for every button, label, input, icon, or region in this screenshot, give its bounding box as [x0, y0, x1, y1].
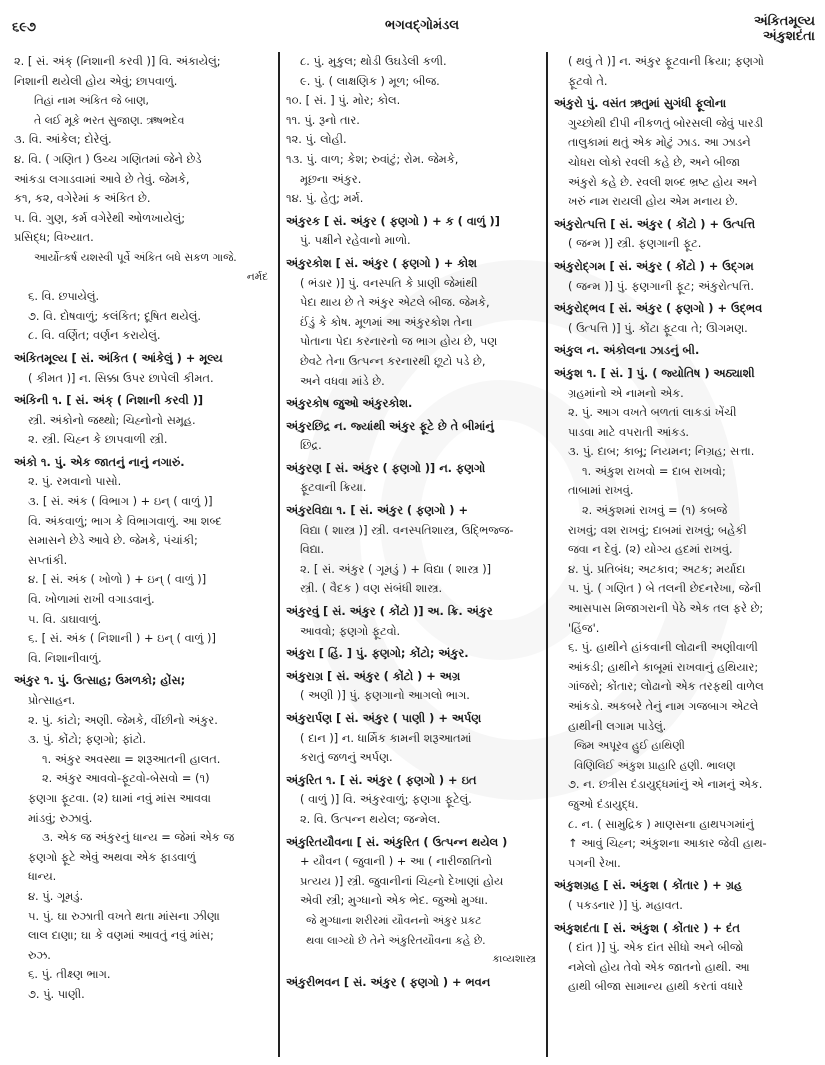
entry-text-line: પ્રોત્સાહન. [28, 693, 76, 707]
entry-text-line: ( દાન )] ન. ધાર્મિક કામની શરૂઆતમાં [300, 730, 472, 745]
entry-text-line: ૧૨. પું. લોહી. [286, 132, 347, 147]
entry-text-line: સમાસને છેડે આવે છે. જેમકે, પંચાંકી; [28, 533, 198, 548]
entry-text-line: ૨. સ્ત્રી. ચિહ્ન કે છાપવાળી સ્ત્રી. [28, 432, 168, 447]
entry-text-line: ખરું નામ રાયલી હોય એમ મનાય છે. [568, 194, 739, 209]
entry-text-line: વિણિલિઈ અંકુશ પ્રાહારિ હણી. ભાલણ [574, 758, 736, 772]
entry-text-line: વિ. નિશાનીવાળું. [28, 650, 102, 665]
entry-headword-line: અંકુશગ્રહ [ સં. અંકુશ ( કોંતાર ) + ગ્રહ [554, 878, 743, 893]
entry-text-line: ગ્રહમાંનો એ નામનો એક. [568, 385, 684, 400]
entry-text-line: ૬. પું. તીક્ષ્ણ ભાગ. [28, 967, 111, 982]
entry-text-line: હાથીની લગામ પાડેલું. [568, 718, 667, 733]
entry-text-line: પ્રત્યય )] સ્ત્રી. જુવાનીનાં ચિહ્નો દેખાણાં હોય [300, 873, 504, 888]
entry-text-line: ૨. [ સં. અંક્ (નિશાની કરવી )] વિ. અંકાયેલું; [14, 54, 221, 68]
entry-text-line: ( થવું તે )] ન. અંકુર ફૂટવાની ક્રિયા; ફણગો [568, 54, 764, 68]
entry-text-line: છેવટે તેના ઉત્પન્ન કરનારથી છૂટો પડે છે, [300, 353, 486, 368]
entry-text-line: ( ભંડાર )] પું. વનસ્પતિ કે પ્રાણી જેમાંથી [300, 275, 478, 290]
entry-text-line: ( જન્મ )] પું. ફણગાની ફૂટ; અંકુરોત્પત્તિ. [568, 278, 754, 293]
entry-text-line: ૫. પું. ( ગણિત ) બે તલની છેદનરેખા, જેની [568, 581, 762, 596]
entry-text-line: ( જન્મ )] સ્ત્રી. ફણગાની ફૂટ. [568, 236, 702, 251]
entry-text-line: ૫. પું. ઘા રુઝાતી વખતે થતા માંસના ઝીણા [28, 908, 220, 923]
entry-text-line: તાબામાં રાખવું. [568, 483, 634, 498]
entry-text-line: પગની રેખા. [568, 855, 621, 870]
entry-headword-line: અંકિતમૂલ્ય [ સં. અંકિત ( આંકેલું ) + મૂલ્ય [14, 350, 223, 365]
entry-text-line: ( કીમત )] ન. સિક્કા ઉપર છાપેલી કીમત. [28, 370, 214, 385]
entry-text-line: ગાંજરો; કોંતાર; લોઢાનો એક તરફથી વાળેલ [568, 679, 764, 694]
entry-text-line: ૪. પું. ગૂમડું. [28, 888, 84, 903]
entry-headword-line: અંકુરક [ સં. અંકુર ( ફણગો ) + ક ( વાળું )] [286, 213, 500, 228]
entry-text-line: લાલ દાણા; ઘા કે વણમાં આવતું નવું માંસ; [28, 928, 214, 943]
entry-text-line: આર્યોત્કર્ષ યશસ્વી પૂર્વે અંકિત બધે સકળ ગાજે. [34, 250, 237, 264]
page-number: ૬૯૭ [12, 20, 37, 35]
entry-text-line: માંડવું; રુઝાવું. [28, 810, 93, 825]
entry-text-line: ( પકડનાર )] પું. મહાવત. [568, 897, 683, 912]
entry-text-line: ૪. [ સં. અંક ( ખોળો ) + ઇન્ ( વાળું )] [28, 572, 207, 587]
entry-headword-line: અંકુરવું [ સં. અંકુર ( કોંટો )] અ. ક્રિ. અંકુર [286, 604, 493, 619]
entry-text-line: ૫. વિ. ગુણ, કર્મ વગેરેથી ઓળખાયેલું; [14, 210, 186, 225]
entry-headword-line: અંકુરકોષ જુઓ અંકુરકોશ. [286, 396, 413, 411]
entry-text-line: નિશાની થયેલી હોય એવું; છાપવાળું. [14, 73, 178, 88]
column-right [548, 52, 820, 1057]
entry-text-line: ૬. વિ. છપાયેલું. [28, 289, 100, 304]
entry-headword-line: અંકુરાર્પણ [ સં. અંકુર ( પાણી ) + અર્પણ [286, 711, 482, 725]
column-middle [278, 52, 548, 1057]
entry-text-line: રાખવું; વશ રાખવું; દાબમાં રાખવું; બહેકી [568, 522, 747, 537]
entry-text-line: ફણગો ફૂટે એવું અથવા એક ફાડવાળું [28, 849, 196, 864]
entry-text-line: ૨. પું. રમવાનો પાસો. [28, 474, 122, 489]
entry-text-line: ૮. ન. ( સામુદ્રિક ) માણસના હાથપગમાંનું [568, 816, 754, 831]
entry-text-line: ૨. [ સં. અંકુર ( ગૂમડું ) + વિદ્યા ( શાસ્ત્ર )] [300, 561, 492, 576]
entry-headword-line: અંકુરોદ્ગમ [ સં. અંકુર ( કોંટો ) + ઉદ્ગમ [554, 258, 754, 273]
entry-text-line: કરાતું જળનું અર્પણ. [300, 750, 393, 765]
entry-text-line: + યૌવન ( જુવાની ) + આ ( નારીજાતિનો [300, 854, 493, 869]
entry-text-line: ૨. વિ. ઉત્પન્ન થયેલ; જન્મેલ. [300, 811, 441, 826]
entry-text-line: જવા ન દેવું. (૨) યોગ્ય હદમાં રાખવું. [568, 542, 733, 557]
entry-text-line: ૧. અંકુર અવસ્થા = શરૂઆતની હાલત. [42, 751, 221, 766]
entry-text-line: કાવ્યશાસ્ત્ર [492, 953, 536, 966]
entry-text-line: ૧. અંકુશ રાખવો = દાબ રાખવો; [582, 463, 726, 478]
entry-text-line: જિમ અપૂરવ હુઈ હાથિણી [574, 739, 685, 753]
entry-headword-line: અંકુર ૧. પું. ઉત્સાહ; ઉમળકો; હોંસ; [14, 673, 186, 688]
entry-text-line: ૩. વિ. આંકેલ; દોરેલું. [14, 132, 112, 147]
entry-text-line: વિદ્યા. [300, 542, 325, 557]
entry-text-line: ૪. વિ. ( ગણિત ) ઉચ્ચ ગણિતમાં જેને છેડે [14, 151, 202, 166]
entry-text-line: વિ. અંકવાળું; ભાગ કે વિભાગવાળું. આ શબ્દ [28, 513, 222, 528]
column-left [8, 52, 278, 1057]
entry-text-line: ૩. [ સં. અંક ( વિભાગ ) + ઇન્ ( વાળું )] [28, 494, 213, 509]
entry-headword-line: અંકો ૧. પું. એક જાતનું નાનું નગારું. [14, 454, 185, 469]
entry-text-line: વિદ્યા ( શાસ્ત્ર )] સ્ત્રી. વનસ્પતિશાસ્ત્ર, ઉદ્ભિજ્જ- [300, 522, 514, 537]
entry-text-line: પ્રસિદ્ધ; વિખ્યાત. [14, 230, 94, 245]
entry-text-line: છિદ્ર. [300, 438, 322, 453]
entry-text-line: આવવો; ફણગો ફૂટવો. [300, 623, 401, 638]
entry-text-line: ૭. પું. પાણી. [28, 986, 85, 1001]
entry-text-line: ( અણી )] પું. ફણગાનો આગલો ભાગ. [300, 688, 470, 703]
entry-text-line: 'હિંજ'. [568, 620, 600, 635]
entry-text-line: પોતાના પેદા કરનારનો જ ભાગ હોય છે, પણ [300, 334, 498, 349]
page-title: ભગવદ્ગોમંડલ [385, 18, 460, 33]
entry-text-line: ૨. અંકુર આવવો-ફૂટવો-બેસવો = (૧) [42, 771, 210, 786]
entry-headword-line: અંકુશ ૧. [ સં. ] પું. ( જ્યોતિષ ) અઠ્યાશી [554, 365, 755, 380]
entry-headword-line: અંકુરોત્પત્તિ [ સં. અંકુર ( કોંટો ) + ઉત્પત્તિ [554, 216, 756, 231]
entry-text-line: ફૂટવો તે. [568, 73, 608, 88]
entry-text-line: ૨. પું. આગ વખતે બળતાં લાકડાં ખેંચી [568, 405, 737, 420]
entry-text-line: ચોધરા લોકો રવલી કહે છે, અને બીજા [568, 154, 740, 169]
entry-text-line: ૭. વિ. દોષવાળું; કલંકિત; દૂષિત થયેલું. [28, 308, 201, 323]
entry-text-line: ધાન્ય. [28, 869, 57, 884]
entry-text-line: ઈંડું કે કોષ. મૂળમાં આ અંકુરકોશ તેના [300, 314, 473, 329]
entry-text-line: ક૧, ક૨, વગેરેમાં ક અંકિત છે. [14, 191, 151, 206]
entry-headword-line: અંકુરછિદ્ર ન. જ્યાંથી અંકુર ફૂટે છે તે બીમાંનું [286, 418, 494, 433]
entry-text-line: ( ઉત્પત્તિ )] પું. કોંટા ફૂટવા તે; ઊગમણ. [568, 320, 748, 335]
entry-text-line: ૨. પું. કાંટો; અણી. જેમકે, વીંછીનો અંકુર. [28, 712, 218, 727]
entry-text-line: આંકડા લગાડવામાં આવે છે તેવું. જેમકે, [14, 171, 190, 186]
entry-text-line: ૯. પું. ( લાક્ષણિક ) મૂળ; બીજ. [300, 73, 440, 88]
entry-text-line: વિ. ખોળામાં રાખી વગાડવાનું. [28, 592, 155, 607]
entry-text-line: તાલુકામાં થતું એક મોટું ઝાડ. આ ઝાડને [568, 135, 751, 150]
entry-headword-line: અંકુરવિદ્યા ૧. [ સં. અંકુર ( ફણગો ) + [286, 503, 469, 518]
entry-headword-line: અંકુરિત ૧. [ સં. અંકુર ( ફણગો ) + ઇત [286, 772, 477, 787]
entry-text-line: ૫. વિ. ડાઘાવાળું. [28, 611, 102, 626]
entry-headword-line: અંકુરા [ હિં. ] પું. ફણગો; કોંટો; અંકુર. [286, 646, 469, 661]
entry-headword-line: અંકુરો પું. વસંત ઋતુમાં સુગંધી ફૂલોના [554, 96, 727, 111]
entry-text-line: ફૂટવાની ક્રિયા. [300, 480, 367, 495]
entry-text-line: પાડવા માટે વપરાતી આંકડ. [568, 424, 690, 439]
entry-text-line: હાથી બીજા સામાન્ય હાથી કરતાં વધારે [568, 979, 744, 994]
entry-text-line: ( વાળું )] વિ. અંકુરવાળું; ફણગા ફૂટેલું. [300, 792, 472, 807]
entry-text-line: રુઝ. [28, 947, 51, 962]
entry-text-line: ૭. ન. છત્રીસ દંડાયુદ્ધમાંનું એ નામનું એક. [568, 777, 763, 792]
entry-headword-line: અંકુરણ [ સં. અંકુર ( ફણગો )] ન. ફણગો [286, 460, 486, 475]
entry-text-line: એવી સ્ત્રી; મુગ્ધાનો એક ભેદ. જુઓ મુગ્ધા. [300, 893, 489, 908]
entry-text-line: નર્મદ [246, 270, 268, 283]
entry-text-line: ફણગા ફૂટવા. (૨) ઘામાં નવું માંસ આવવા [28, 790, 211, 805]
entry-text-line: તિહાં નામ અંકિત જે બાણ, [34, 94, 149, 108]
entry-text-line: ૧૦. [ સં. ] પું. મોર; કોલ. [286, 93, 401, 108]
entry-headword-line: અંકુરકોશ [ સં. અંકુર ( ફણગો ) + કોશ [286, 255, 477, 270]
entry-text-line: પું. પક્ષીને રહેવાનો માળો. [300, 233, 411, 248]
entry-text-line: આંકડી; હાથીને કાબૂમાં રાખવાનું હથિયાર; [568, 659, 759, 674]
entry-text-line: મૂછના અંકુર. [300, 171, 362, 186]
guide-word-last: અંકુશદંતા [763, 29, 815, 44]
entry-text-line: નમેલો હોય તેવો એક જાતનો હાથી. આ [568, 959, 750, 974]
entry-text-line: ↑ આવું ચિહ્ન; અંકુશના આકાર જેવી હાથ- [568, 836, 767, 851]
entry-text-line: ૩. પું. કોંટો; ફણગો; ફાંટો. [28, 732, 146, 747]
entry-text-line: અંકુરો કહે છે. રવલી શબ્દ ભ્રષ્ટ હોય અને [568, 174, 757, 189]
guide-words [754, 14, 815, 44]
entry-text-line: સપ્તાંકી. [28, 552, 68, 567]
entry-headword-line: અંકુરાગ્ર [ સં. અંકુર ( કોંટો ) + અગ્ર [286, 668, 461, 683]
entry-text-line: ગુચ્છોથી દીપી નીકળતું બોરસલી જેવું પારડી [568, 115, 764, 130]
entry-text-line: ૮. પું. મુકુલ; થોડી ઉઘડેલી કળી. [300, 54, 447, 68]
entry-text-line: ૩. પું. દાબ; કાબૂ; નિયમન; નિગ્રહ; સત્તા. [568, 444, 755, 459]
entry-text-line: જે મુગ્ધાના શરીરમાં યૌવનનો અંકુર પ્રકટ [306, 913, 482, 927]
entry-text-line: આંકડો. અકબરે તેનું નામ ગજબાગ એટલે [568, 699, 759, 713]
entry-headword-line: અંકુરોદ્ભવ [ સં. અંકુર ( ફણગો ) + ઉદ્ભવ [554, 301, 763, 316]
entry-headword-line: અંકુલ ન. અંકોલના ઝાડનું બી. [554, 343, 700, 358]
entry-text-line: ૧૧. પું. રૂનો તાર. [286, 112, 360, 127]
entry-headword-line: અંકુરીભવન [ સં. અંકુર ( ફણગો ) + ભવન [286, 974, 491, 989]
page-header [0, 0, 825, 48]
entry-headword-line: અંકુશદંતા [ સં. અંકુશ ( કોંતાર ) + દંત [554, 920, 740, 935]
entry-text-line: થવા લાગ્યો છે તેને અંકુરિતયૌવના કહે છે. [306, 933, 486, 947]
entry-headword-line: અંકુરિતયૌવના [ સં. અંકુરિત ( ઉત્પન્ન થયેલ ) [286, 834, 508, 849]
entry-text-line: અને વધવા માંડે છે. [300, 373, 385, 388]
entry-text-line: ૧૩. પું. વાળ; કેશ; રુવાંટું; રોમ. જેમકે, [286, 151, 459, 166]
entry-text-line: જુઓ દંડાયુદ્ધ. [568, 796, 639, 811]
dictionary-columns [8, 52, 820, 1057]
entry-text-line: ૪. પું. પ્રતિબંધ; અટકાવ; અટક; મર્યાદા [568, 561, 746, 576]
entry-text-line: આસપાસ મિજાગરાની પેઠે એક તલ ફરે છે; [568, 601, 764, 616]
guide-word-first: અંકિતમૂલ્ય [753, 14, 815, 29]
entry-text-line: તે લઈ મૂકે ભરત સુજાણ. ઋષભદેવ [34, 113, 185, 127]
entry-text-line: ૬. પું. હાથીને હાંકવાની લોઢાની અણીવાળી [568, 640, 758, 655]
entry-text-line: ૬. [ સં. અંક ( નિશાની ) + ઇન્ ( વાળું )] [28, 631, 216, 646]
entry-text-line: ૨. અંકુશમાં રાખવું = (૧) કબજે [582, 503, 728, 518]
entry-text-line: ૧૪. પું. હેતુ; મર્મ. [286, 191, 364, 206]
entry-text-line: પેદા થાય છે તે અંકુર એટલે બીજ. જેમકે, [300, 295, 490, 310]
entry-text-line: સ્ત્રી. ( વૈદક ) વણ સંબંધી શાસ્ત્ર. [300, 581, 443, 596]
entry-headword-line: અંકિની ૧. [ સં. અંક્ ( નિશાની કરવી )] [14, 393, 204, 408]
entry-text-line: ૩. એક જ અંકુરનું ધાન્ય = જેમાં એક જ [42, 830, 235, 845]
entry-text-line: સ્ત્રી. અંકોનો જથ્થો; ચિહ્નોનો સમૂહ. [28, 412, 196, 427]
entry-text-line: ૮. વિ. વર્ણિત; વર્ણન કરાયેલું. [28, 328, 161, 343]
entry-text-line: ( દાંત )] પું. એક દાંત સીધો અને બીજો [568, 940, 744, 955]
